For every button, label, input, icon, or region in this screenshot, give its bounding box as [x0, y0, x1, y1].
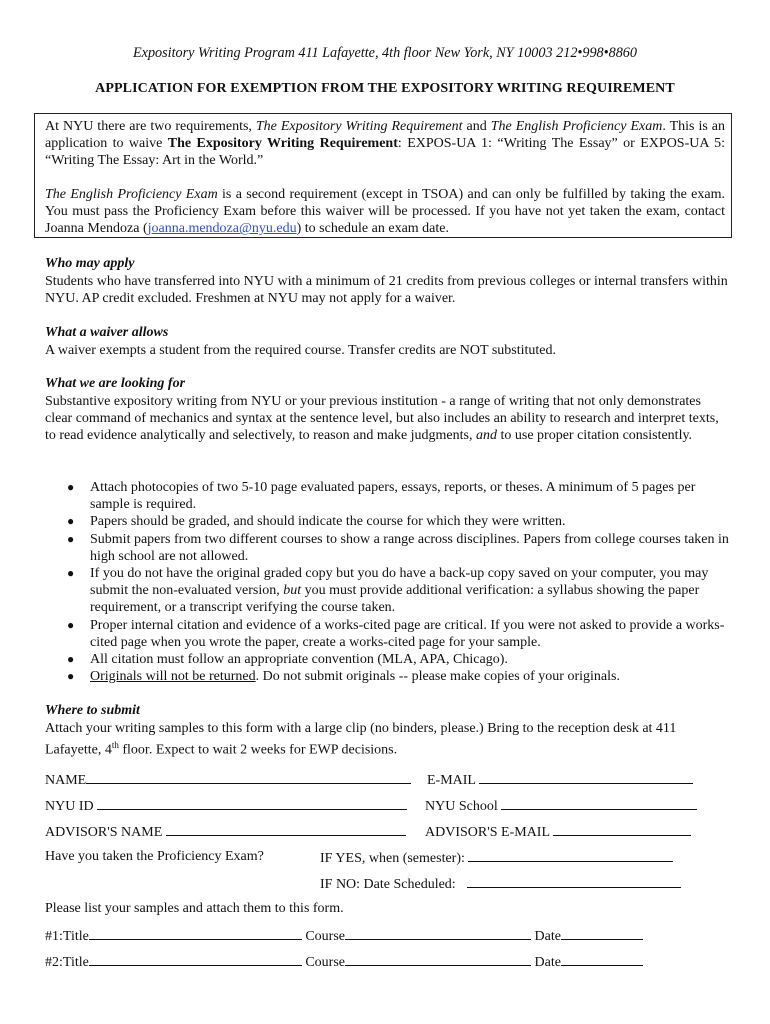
list-item: ● Attach photocopies of two 5-10 page evaluated papers, essays, reports, or theses. A minimum of 5 pages per sample is required. [67, 480, 696, 513]
list-item: ● If you do not have the original graded copy but you do have a back-up copy saved on your computer, you may submit the non-evaluated version, but you must provide additional verification: a syllabus showing the paper requirement, or a transcript verifying the course taken. [67, 566, 709, 616]
advisor-email-input-line[interactable] [553, 823, 691, 836]
program-address-header: Expository Writing Program 411 Lafayette, 4th floor New York, NY 10003 212•998•8860 [132, 45, 637, 61]
bullet-icon: ● [67, 652, 75, 667]
email-field[interactable]: E-MAIL [427, 771, 693, 789]
if-no-input-line[interactable] [467, 875, 681, 888]
sample-2-row[interactable]: #2:Title Course Date [45, 953, 643, 971]
advisor-name-input-line[interactable] [166, 823, 406, 836]
who-may-apply-text: Students who have transferred into NYU with a minimum of 21 credits from previous colleges or internal transfers within NYU. AP credit excluded. Freshmen at NYU may not apply for a waiver. [45, 274, 728, 307]
waiver-allows-text: A waiver exempts a student from the required course. Transfer credits are NOT substituted. [45, 343, 556, 358]
name-field[interactable]: NAME [45, 771, 411, 789]
looking-for-text: Substantive expository writing from NYU or your previous institution - a range of writing that not only demonstrates clear command of mechanics and syntax at the sentence level, but also includes an ability to research and interpret texts, to read evidence analytically and selectively, to reason and make judgments, and to use proper citation consistently. [45, 394, 719, 444]
bullet-icon: ● [67, 669, 75, 684]
nyu-id-input-line[interactable] [97, 797, 407, 810]
where-to-submit-heading: Where to submit [45, 703, 140, 718]
bullet-icon: ● [67, 617, 75, 632]
bullet-icon: ● [67, 480, 75, 494]
nyu-school-field[interactable]: NYU School [425, 797, 697, 815]
waiver-allows-heading: What a waiver allows [45, 325, 169, 340]
nyu-id-field[interactable]: NYU ID [45, 797, 407, 815]
if-yes-input-line[interactable] [468, 849, 673, 862]
advisor-name-field[interactable]: ADVISOR'S NAME [45, 823, 406, 841]
intro-paragraph-1: At NYU there are two requirements, The Expository Writing Requirement and The English Proficiency Exam. This is an application to waive The Expository Writing Requirement: EXPOS-UA 1: “Writing The Essay” or EXPOS-UA 5: “Writing The Essay: Art in the World.” [45, 119, 725, 169]
sample-1-date-input[interactable] [561, 927, 643, 940]
page-title: APPLICATION FOR EXEMPTION FROM THE EXPOSITORY WRITING REQUIREMENT [95, 81, 675, 96]
name-input-line[interactable] [86, 771, 411, 784]
list-item: ● Originals will not be returned. Do not submit originals -- please make copies of your originals. [67, 669, 620, 685]
list-item: ● All citation must follow an appropriate convention (MLA, APA, Chicago). [67, 652, 508, 668]
sample-1-course-input[interactable] [345, 927, 531, 940]
bullet-icon: ● [67, 531, 75, 546]
if-no-field[interactable]: IF NO: Date Scheduled: [320, 875, 681, 893]
email-input-line[interactable] [479, 771, 693, 784]
sample-1-row[interactable]: #1:Title Course Date [45, 927, 643, 945]
requirements-list [45, 479, 735, 685]
who-may-apply-heading: Who may apply [45, 256, 135, 271]
sample-2-title-input[interactable] [89, 953, 302, 966]
nyu-school-input-line[interactable] [501, 797, 697, 810]
list-item: ● Submit papers from two different courses to show a range across disciplines. Papers from college courses taken in high school are not allowed. [67, 531, 729, 564]
bullet-icon: ● [67, 514, 75, 529]
bullet-icon: ● [67, 566, 75, 581]
list-item: ● Proper internal citation and evidence of a works-cited page are critical. If you were not asked to provide a works-cited page when you wrote the paper, create a works-cited page for your sample. [67, 617, 725, 650]
sample-1-title-input[interactable] [89, 927, 302, 940]
list-item: ● Papers should be graded, and should indicate the course for which they were written. [67, 514, 566, 530]
if-yes-field[interactable]: IF YES, when (semester): [320, 849, 673, 867]
intro-paragraph-2: The English Proficiency Exam is a second requirement (except in TSOA) and can only be fulfilled by taking the exam. You must pass the Proficiency Exam before this waiver will be processed. If you have not yet taken the exam, contact Joanna Mendoza (joanna.mendoza@nyu.edu) to schedule an exam date. [45, 187, 725, 237]
looking-for-heading: What we are looking for [45, 376, 186, 391]
advisor-email-field[interactable]: ADVISOR'S E-MAIL [425, 823, 691, 841]
proficiency-exam-question: Have you taken the Proficiency Exam? [45, 849, 264, 864]
sample-2-course-input[interactable] [345, 953, 531, 966]
sample-2-date-input[interactable] [561, 953, 643, 966]
email-link[interactable]: joanna.mendoza@nyu.edu [147, 221, 297, 237]
where-to-submit-text: Attach your writing samples to this form with a large clip (no binders, please.) Bring to the reception desk at 411 Lafayette, 4th floor. Expect to wait 2 weeks for EWP decisions. [45, 721, 677, 758]
samples-instruction: Please list your samples and attach them to this form. [45, 901, 344, 916]
